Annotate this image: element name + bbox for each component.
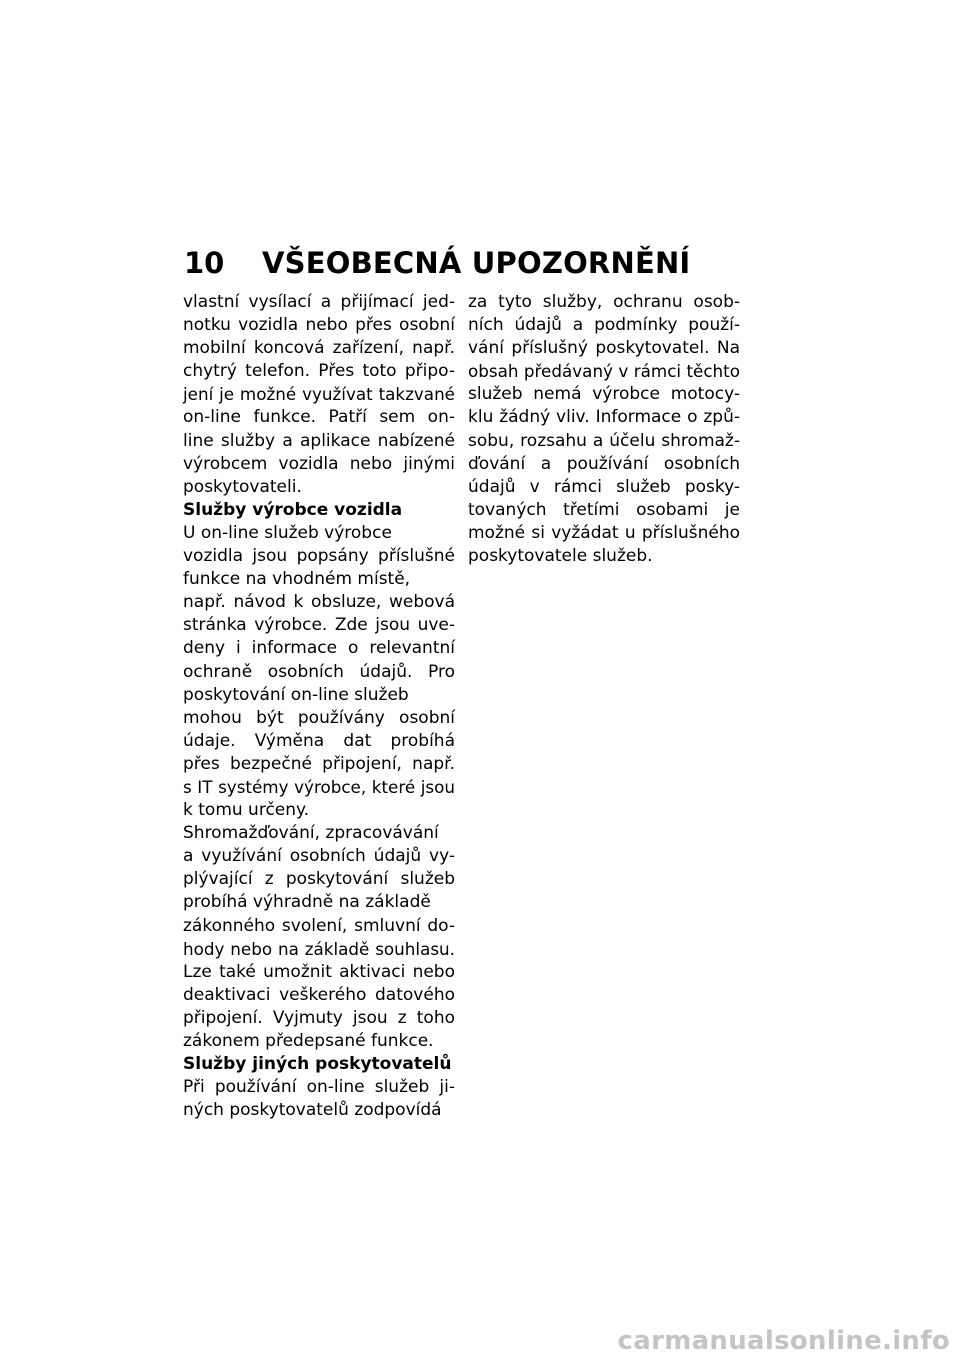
text-line: ďování a používání osobních (468, 453, 740, 474)
text-line: údaje. Výměna dat probíhá (183, 730, 455, 751)
text-column-right (468, 291, 740, 568)
text-line: služeb nemá výrobce motocy- (468, 384, 740, 405)
text-line: klu žádný vliv. Informace o způ- (468, 407, 740, 428)
text-line: mobilní koncová zařízení, např. (183, 338, 455, 359)
text-line: Při používání on-line služeb ji- (183, 1077, 455, 1098)
text-line: ních údajů a podmínky použí- (468, 315, 740, 336)
text-line: s IT systémy výrobce, které jsou (183, 776, 455, 797)
text-line: tovaných třetími osobami je (468, 499, 740, 520)
text-line: výrobcem vozidla nebo jinými (183, 453, 455, 474)
text-line: obsah předávaný v rámci těchto (468, 361, 740, 382)
section-heading: Služby výrobce vozidla (183, 499, 403, 520)
text-line: vlastní vysílací a přijímací jed- (183, 292, 455, 312)
text-line: deny i informace o relevantní (183, 638, 455, 659)
text-line: hody nebo na základě souhlasu. (183, 938, 455, 959)
text-column-left (183, 291, 455, 1122)
text-line: k tomu určeny. (183, 800, 310, 821)
text-line: poskytovateli. (183, 476, 302, 497)
text-line: funkce na vhodném místě, (183, 569, 411, 590)
text-line: zákonem předepsané funkce. (183, 1031, 434, 1051)
text-line: zákonného svolení, smluvní do- (183, 915, 455, 936)
text-line: Lze také umožnit aktivaci nebo (183, 961, 455, 982)
chapter-number: 10 (184, 246, 225, 280)
text-line: připojení. Vyjmuty jsou z toho (183, 1007, 455, 1028)
text-line: poskytování on-line služeb (183, 684, 409, 705)
text-line: mohou být používány osobní (183, 707, 455, 728)
text-line: probíhá výhradně na základě (183, 892, 431, 913)
text-line: plývající z poskytování služeb (183, 869, 455, 890)
text-line: přes bezpečné připojení, např. (183, 753, 455, 774)
text-line: line služby a aplikace nabízené (183, 430, 455, 451)
chapter-title: VŠEOBECNÁ UPOZORNĚNÍ (262, 246, 691, 280)
text-line: vozidla jsou popsány příslušné (183, 546, 455, 567)
text-line: Shromažďování, zpracovávání (183, 823, 439, 844)
text-line: jení je možné využívat takzvané (183, 384, 455, 405)
text-line: ochraně osobních údajů. Pro (183, 661, 455, 682)
section-heading: Služby jiných poskytovatelů (183, 1054, 452, 1075)
text-line: notku vozidla nebo přes osobní (183, 315, 455, 336)
page-header (184, 243, 690, 283)
text-line: údajů v rámci služeb posky- (468, 476, 740, 497)
watermark-text[interactable]: carmanualsonline.info (617, 1326, 950, 1356)
text-line: za tyto služby, ochranu osob- (468, 292, 740, 312)
text-line: možné si vyžádat u příslušného (468, 522, 740, 543)
text-line: U on-line služeb výrobce (183, 522, 392, 543)
text-line: deaktivaci veškerého datového (183, 984, 455, 1005)
text-line: chytrý telefon. Přes toto připo- (183, 361, 455, 382)
text-line: vání příslušný poskytovatel. Na (468, 338, 740, 359)
text-line: stránka výrobce. Zde jsou uve- (183, 615, 455, 636)
text-line: poskytovatele služeb. (468, 546, 653, 567)
text-line: sobu, rozsahu a účelu shromaž- (468, 430, 740, 451)
text-line: a využívání osobních údajů vy- (183, 846, 455, 867)
text-line: on-line funkce. Patří sem on- (183, 407, 455, 428)
text-line: ných poskytovatelů zodpovídá (183, 1100, 442, 1121)
text-line: např. návod k obsluze, webová (183, 592, 455, 613)
